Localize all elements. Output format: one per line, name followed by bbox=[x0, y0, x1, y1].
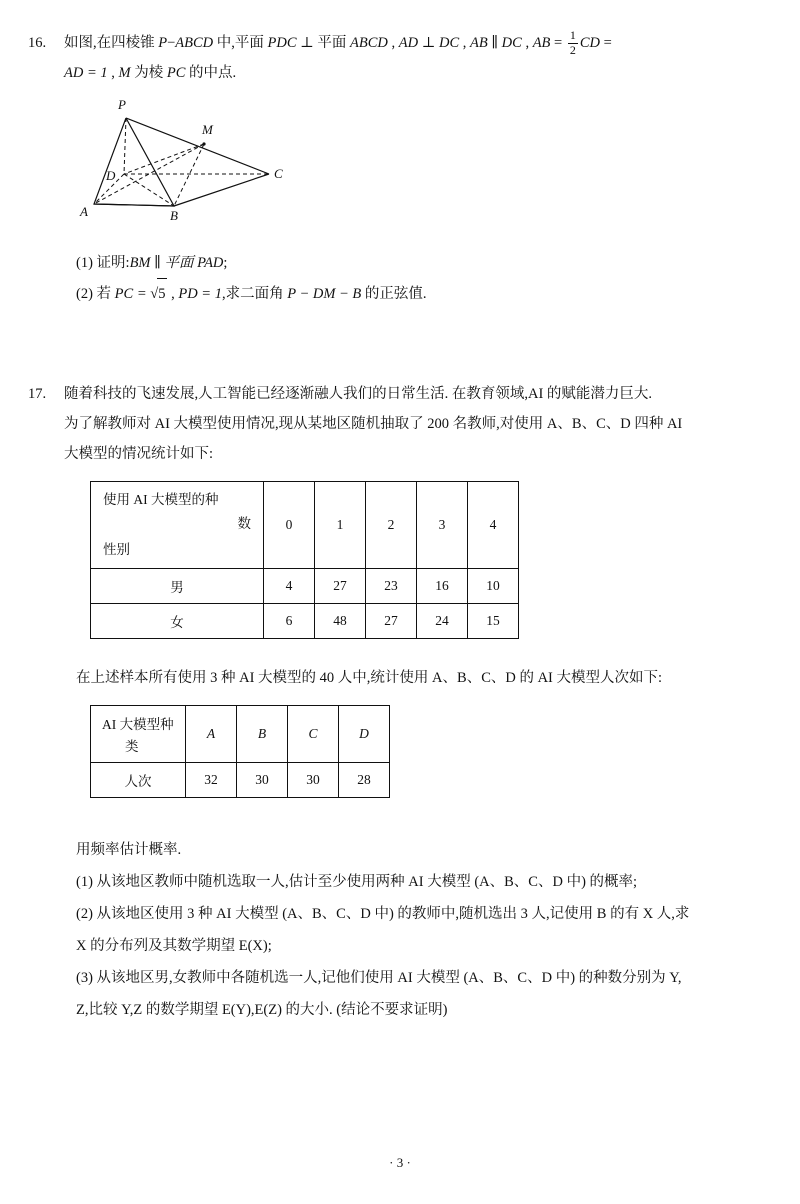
corner-header-2-line-1: AI 大模型种 bbox=[102, 717, 174, 732]
question-17-sub-2-line-2: X 的分布列及其数学期望 E(X); bbox=[76, 938, 272, 954]
sub-2-pc: PC = bbox=[114, 286, 151, 302]
question-17-paragraph-3: 用频率估计概率. bbox=[76, 842, 182, 858]
row-label-female: 女 bbox=[91, 604, 264, 639]
figure-label-C: C bbox=[274, 166, 283, 181]
stem-text-a: 如图,在四棱锥 bbox=[64, 35, 159, 51]
sub-2-dihedral: P − DM − B bbox=[287, 286, 362, 302]
question-17-sub-3-line-1: (3) 从该地区男,女教师中各随机选一人,记他们使用 AI 大模型 (A、B、C、D 中) 的种数分别为 Y, bbox=[76, 970, 682, 986]
column-header-A bbox=[186, 706, 237, 763]
column-header-C bbox=[288, 706, 339, 763]
stem-text-g: 的中点. bbox=[185, 65, 237, 81]
stem-text-b: 中,平面 bbox=[213, 35, 268, 51]
column-header-A-label: A bbox=[206, 726, 216, 741]
ai-model-usage-table bbox=[90, 481, 519, 639]
row-label-frequency: 人次 bbox=[91, 763, 186, 798]
question-16-stem-line-1 bbox=[64, 28, 772, 58]
female-count-1: 48 bbox=[315, 604, 366, 639]
column-header-1: 1 bbox=[315, 482, 366, 569]
page-content bbox=[28, 28, 772, 1026]
question-17 bbox=[28, 379, 772, 469]
stem-text-c: , bbox=[387, 35, 399, 51]
column-header-B-label: B bbox=[257, 726, 267, 741]
frequency-C: 30 bbox=[288, 763, 339, 798]
stem-rel-ad-perp-dc: AD ⊥ DC bbox=[398, 35, 460, 51]
question-17-stem-line-1: 随着科技的飞速发展,人工智能已经逐渐融人我们的日常生活. 在教育领域,AI 的赋能潜力巨大. bbox=[64, 386, 653, 402]
table-corner-header bbox=[91, 482, 264, 569]
male-count-4: 10 bbox=[468, 569, 519, 604]
female-count-2: 27 bbox=[366, 604, 417, 639]
question-17-sub-3-line-2: Z,比较 Y,Z 的数学期望 E(Y),E(Z) 的大小. (结论不要求证明) bbox=[76, 1002, 448, 1018]
stem-rel-ab-par-dc: AB ∥ DC bbox=[470, 35, 522, 51]
pyramid-figure bbox=[64, 96, 394, 236]
female-count-4: 15 bbox=[468, 604, 519, 639]
corner-header-2-line-2: 类 bbox=[125, 739, 139, 754]
column-header-4: 4 bbox=[468, 482, 519, 569]
sub-2-pd: PD = 1 bbox=[178, 286, 222, 302]
corner-header-line-3: 性别 bbox=[103, 542, 130, 557]
ai-model-frequency-table bbox=[90, 705, 390, 798]
female-count-0: 6 bbox=[264, 604, 315, 639]
column-header-D-label: D bbox=[359, 726, 369, 741]
sqrt-symbol: √ bbox=[150, 286, 159, 302]
table-header-row bbox=[91, 482, 519, 569]
question-17-stem-line-2: 为了解教师对 AI 大模型使用情况,现从某地区随机抽取了 200 名教师,对使用 A、B、C、D 四种 AI bbox=[64, 416, 683, 432]
frequency-D: 28 bbox=[339, 763, 390, 798]
figure-label-M: M bbox=[202, 122, 213, 137]
question-17-paragraph-2: 在上述样本所有使用 3 种 AI 大模型的 40 人中,统计使用 A、B、C、D 的 AI 大模型人次如下: bbox=[76, 670, 663, 686]
stem-ad-equals-one: AD = 1 bbox=[64, 65, 108, 81]
sqrt-radicand: 5 bbox=[157, 278, 167, 309]
stem-eq-2: = bbox=[600, 35, 612, 51]
column-header-B bbox=[237, 706, 288, 763]
question-16-stem-line-2 bbox=[64, 58, 772, 88]
female-count-3: 24 bbox=[417, 604, 468, 639]
table-row bbox=[91, 569, 519, 604]
sub-1-end: ; bbox=[223, 255, 228, 271]
column-header-0: 0 bbox=[264, 482, 315, 569]
male-count-1: 27 bbox=[315, 569, 366, 604]
corner-header-inner bbox=[97, 484, 257, 566]
sub-1-math: BM ∥ 平面 PAD bbox=[129, 255, 224, 271]
question-17-sub-1: (1) 从该地区教师中随机选取一人,估计至少使用两种 AI 大模型 (A、B、C、D 中) 的概率; bbox=[76, 874, 638, 890]
fraction-denominator: 2 bbox=[569, 42, 576, 57]
question-16-sub-1 bbox=[76, 248, 772, 278]
stem-var-PC: PC bbox=[166, 65, 186, 81]
sub-2-text: 若 bbox=[96, 286, 115, 302]
column-header-D bbox=[339, 706, 390, 763]
row-label-male: 男 bbox=[91, 569, 264, 604]
table-header-row bbox=[91, 706, 390, 763]
question-17-body bbox=[64, 379, 772, 469]
corner-header-line-2: 数 bbox=[237, 516, 251, 531]
stem-text-perp: ⊥ 平面 bbox=[296, 35, 351, 51]
question-17-number: 17. bbox=[28, 386, 47, 402]
table-row bbox=[91, 604, 519, 639]
fraction-one-half bbox=[568, 29, 578, 58]
sub-2-number: (2) bbox=[76, 286, 97, 302]
corner-header-line-1: 使用 AI 大模型的种 bbox=[103, 492, 219, 507]
stem-text-d: , bbox=[459, 35, 471, 51]
figure-label-P: P bbox=[118, 97, 126, 112]
stem-var-PDC: PDC bbox=[267, 35, 297, 51]
question-16 bbox=[28, 28, 772, 88]
sub-1-number: (1) bbox=[76, 255, 97, 271]
corner-header-2-inner bbox=[97, 710, 179, 758]
fraction-numerator: 1 bbox=[569, 27, 576, 42]
stem-comma: , bbox=[107, 65, 119, 81]
stem-var-ABCD: ABCD bbox=[175, 35, 214, 51]
stem-var-AB: AB bbox=[532, 35, 551, 51]
figure-label-A: A bbox=[80, 204, 88, 219]
sub-2-comma: , bbox=[167, 286, 179, 302]
column-header-3: 3 bbox=[417, 482, 468, 569]
table-row bbox=[91, 763, 390, 798]
figure-label-B: B bbox=[170, 208, 178, 223]
question-16-sub-2 bbox=[76, 278, 772, 309]
question-17-sub-2-line-1: (2) 从该地区使用 3 种 AI 大模型 (A、B、C、D 中) 的教师中,随机选出 3 人,记使用 B 的有 X 人,求 bbox=[76, 906, 690, 922]
stem-text-e: , bbox=[521, 35, 533, 51]
stem-text-f: 为棱 bbox=[130, 65, 167, 81]
sub-1-text: 证明: bbox=[96, 255, 130, 271]
page-number: · 3 · bbox=[389, 1155, 411, 1170]
column-header-C-label: C bbox=[308, 726, 318, 741]
stem-var-CD: CD bbox=[579, 35, 601, 51]
question-16-number: 16. bbox=[28, 35, 47, 51]
stem-var-P: P bbox=[158, 35, 168, 51]
column-header-2: 2 bbox=[366, 482, 417, 569]
table-corner-header-2 bbox=[91, 706, 186, 763]
stem-eq: = bbox=[550, 35, 566, 51]
male-count-3: 16 bbox=[417, 569, 468, 604]
stem-var-ABCD-2: ABCD bbox=[350, 35, 388, 51]
frequency-B: 30 bbox=[237, 763, 288, 798]
sub-2-tail-2: 的正弦值. bbox=[361, 286, 427, 302]
stem-var-M: M bbox=[118, 65, 131, 81]
stem-dash: − bbox=[167, 35, 176, 51]
sub-2-tail: ,求二面角 bbox=[221, 286, 288, 302]
male-count-0: 4 bbox=[264, 569, 315, 604]
question-17-stem-line-3: 大模型的情况统计如下: bbox=[64, 446, 214, 462]
frequency-A: 32 bbox=[186, 763, 237, 798]
male-count-2: 23 bbox=[366, 569, 417, 604]
question-16-body bbox=[64, 28, 772, 88]
figure-label-D: D bbox=[106, 168, 116, 183]
